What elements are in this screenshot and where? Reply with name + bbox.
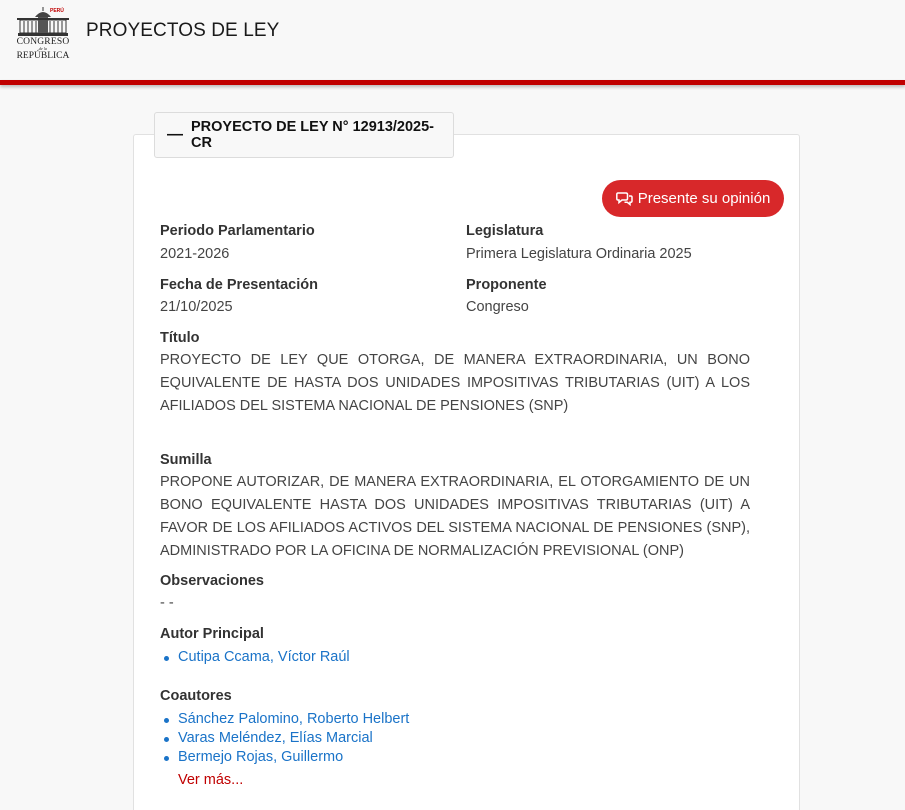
ver-mas-link[interactable]: Ver más... — [178, 772, 244, 788]
header-accent-bar — [0, 80, 905, 85]
observaciones-value: - - — [160, 595, 174, 611]
legislatura-label: Legislatura — [466, 223, 544, 239]
fecha-label: Fecha de Presentación — [160, 277, 318, 293]
coautores-list — [160, 710, 409, 767]
titulo-label: Título — [160, 330, 200, 346]
autor-principal-label: Autor Principal — [160, 626, 264, 642]
logo-congreso-text: CONGRESO — [16, 37, 70, 47]
sumilla-label: Sumilla — [160, 452, 212, 468]
project-tab-title: PROYECTO DE LEY N° 12913/2025-CR — [191, 119, 435, 151]
periodo-value: 2021-2026 — [160, 246, 230, 262]
logo-dela-text: de la — [39, 46, 47, 51]
sumilla-value: PROPONE AUTORIZAR, DE MANERA EXTRAORDINARIA, EL OTORGAMIENTO DE UN BONO EQUIVALENTE HASTA DOS UNIDADES IMPOSITIVAS TRIBUTARIAS (UIT) A FAVOR DE LOS AFILIADOS ACTIVOS DEL SISTEMA NACIONAL DE PENSIONES (SNP), ADMINISTRADO POR LA OFICINA DE NORMALIZACIÓN PREVISIONAL (ONP) — [160, 474, 750, 559]
coautor-link[interactable]: Varas Meléndez, Elías Marcial — [160, 729, 409, 748]
present-opinion-button[interactable] — [602, 180, 784, 217]
autor-principal-list — [160, 648, 350, 667]
page-title: PROYECTOS DE LEY — [86, 20, 280, 41]
coautores-label: Coautores — [160, 688, 232, 704]
chat-bubbles-icon — [616, 191, 633, 206]
project-tab[interactable] — [154, 112, 454, 158]
proponente-label: Proponente — [466, 277, 547, 293]
autor-link[interactable]: Cutipa Ccama, Víctor Raúl — [160, 648, 350, 667]
collapse-icon: — — [167, 126, 183, 143]
fecha-value: 21/10/2025 — [160, 299, 233, 315]
legislatura-value: Primera Legislatura Ordinaria 2025 — [466, 246, 692, 262]
site-header — [0, 0, 905, 80]
congreso-logo[interactable] — [14, 7, 72, 67]
periodo-label: Periodo Parlamentario — [160, 223, 315, 239]
proponente-value: Congreso — [466, 299, 529, 315]
logo-peru-text: PERÚ — [50, 8, 64, 14]
titulo-value: PROYECTO DE LEY QUE OTORGA, DE MANERA EXTRAORDINARIA, UN BONO EQUIVALENTE DE HASTA DOS UNIDADES IMPOSITIVAS TRIBUTARIAS (UIT) A LOS AFILIADOS DEL SISTEMA NACIONAL DE PENSIONES (SNP) — [160, 352, 750, 414]
observaciones-label: Observaciones — [160, 573, 264, 589]
coautor-link[interactable]: Bermejo Rojas, Guillermo — [160, 748, 409, 767]
logo-republica-text: REPÚBLICA — [16, 51, 70, 61]
present-opinion-label: Presente su opinión — [637, 190, 771, 207]
coautor-link[interactable]: Sánchez Palomino, Roberto Helbert — [160, 710, 409, 729]
